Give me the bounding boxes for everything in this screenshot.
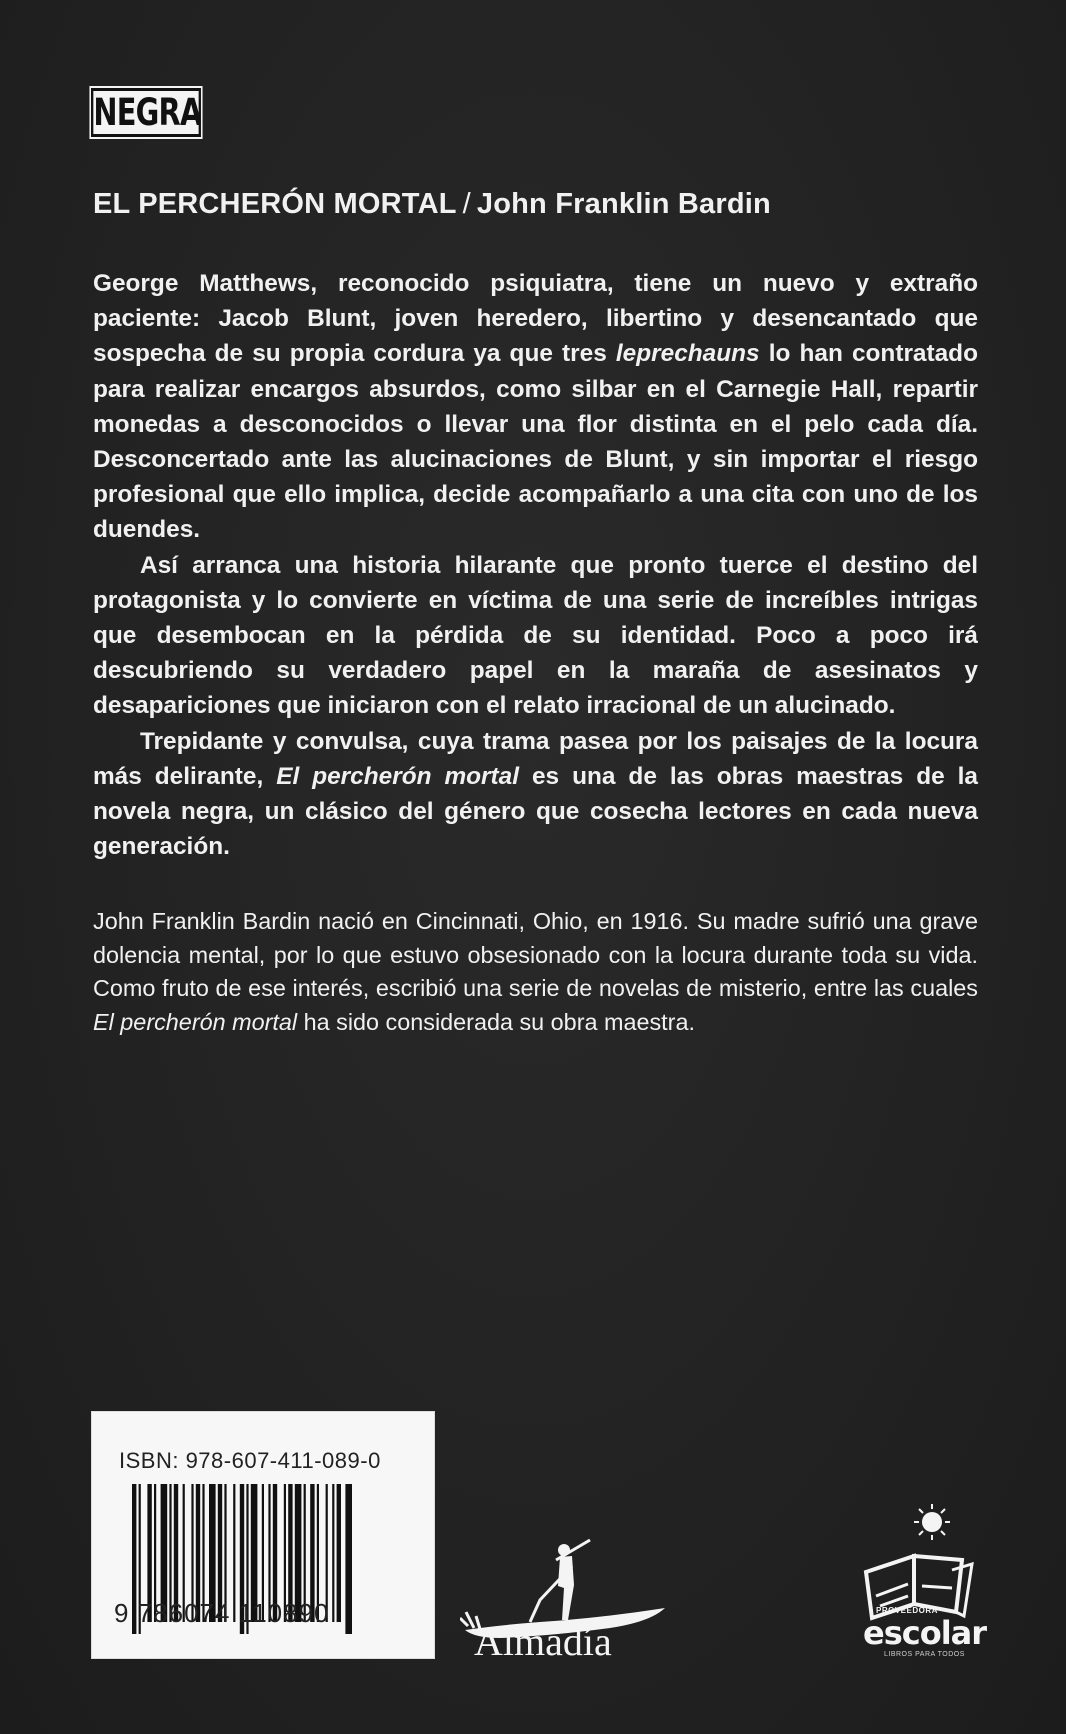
series-logo-negra: NEGRA xyxy=(91,88,201,137)
synopsis-p1-text-b: lo han contratado para realizar encargos absurdos, como silbar en el Carnegie Hall, repartir monedas a desconocidos o llevar una flor distinta en el pelo cada día. Desconcertado ante las alucinaciones de Blunt, y sin importar el riesgo profesional que ello implica, decide acompañarlo a una cita con uno de los duendes. xyxy=(93,340,978,544)
bio-text-b: ha sido considerada su obra maestra. xyxy=(297,1008,695,1035)
synopsis-paragraph-3 xyxy=(93,724,978,865)
publisher-name: Almadía xyxy=(474,1619,612,1664)
synopsis-p1-italic: leprechauns xyxy=(615,340,760,368)
synopsis-p3-text-a: Trepidante y convulsa, cuya trama pasea por los paisajes de la locura más delirante, xyxy=(93,727,978,790)
synopsis-p3-text-b: es una de las obras maestras de la novela negra, un clásico del género que cosecha lectores en cada nueva generación. xyxy=(93,762,978,861)
title-separator: / xyxy=(462,188,471,220)
author-name: John Franklin Bardin xyxy=(476,188,771,220)
bio-italic: El percherón mortal xyxy=(93,1008,298,1035)
ean-digits: 9 786074 110890 xyxy=(114,1598,330,1628)
bio-text-a: John Franklin Bardin nació en Cincinnati, Ohio, en 1916. Su madre sufrió una grave dolencia mental, por lo que estuvo obsesionado con la locura durante toda su vida. Como fruto de ese interés, escribió una serie de novelas de misterio, entre las cuales xyxy=(93,908,978,1001)
title-line xyxy=(93,188,993,221)
synopsis-paragraph-2: Así arranca una historia hilarante que pronto tuerce el destino del protagonista y lo convierte en víctima de una serie de increíbles intrigas que desembocan en la pérdida de su identidad. Poco a poco irá descubriendo su verdadero papel en la maraña de asesinatos y desapariciones que iniciaron con el relato irracional de un alucinado. xyxy=(93,551,978,720)
distributor-name: escolar xyxy=(863,1614,987,1652)
book-title: EL PERCHERÓN MORTAL xyxy=(93,188,457,220)
distributor-tagline: LIBROS PARA TODOS xyxy=(884,1651,965,1658)
barcode-box xyxy=(91,1411,435,1659)
synopsis xyxy=(93,266,978,864)
synopsis-paragraph-1 xyxy=(93,266,978,548)
distributor-top-label: PROVEEDORA xyxy=(876,1606,938,1615)
author-bio xyxy=(93,905,978,1039)
synopsis-p3-italic: El percherón mortal xyxy=(276,762,520,790)
synopsis-p1-text-a: George Matthews, reconocido psiquiatra, tiene un nuevo y extraño paciente: Jacob Blunt, joven heredero, libertino y desencantado que sospecha de su propia cordura ya que tres xyxy=(93,270,978,368)
isbn-label: ISBN: 978-607-411-089-0 xyxy=(119,1448,381,1473)
author-bio-paragraph xyxy=(93,905,978,1039)
